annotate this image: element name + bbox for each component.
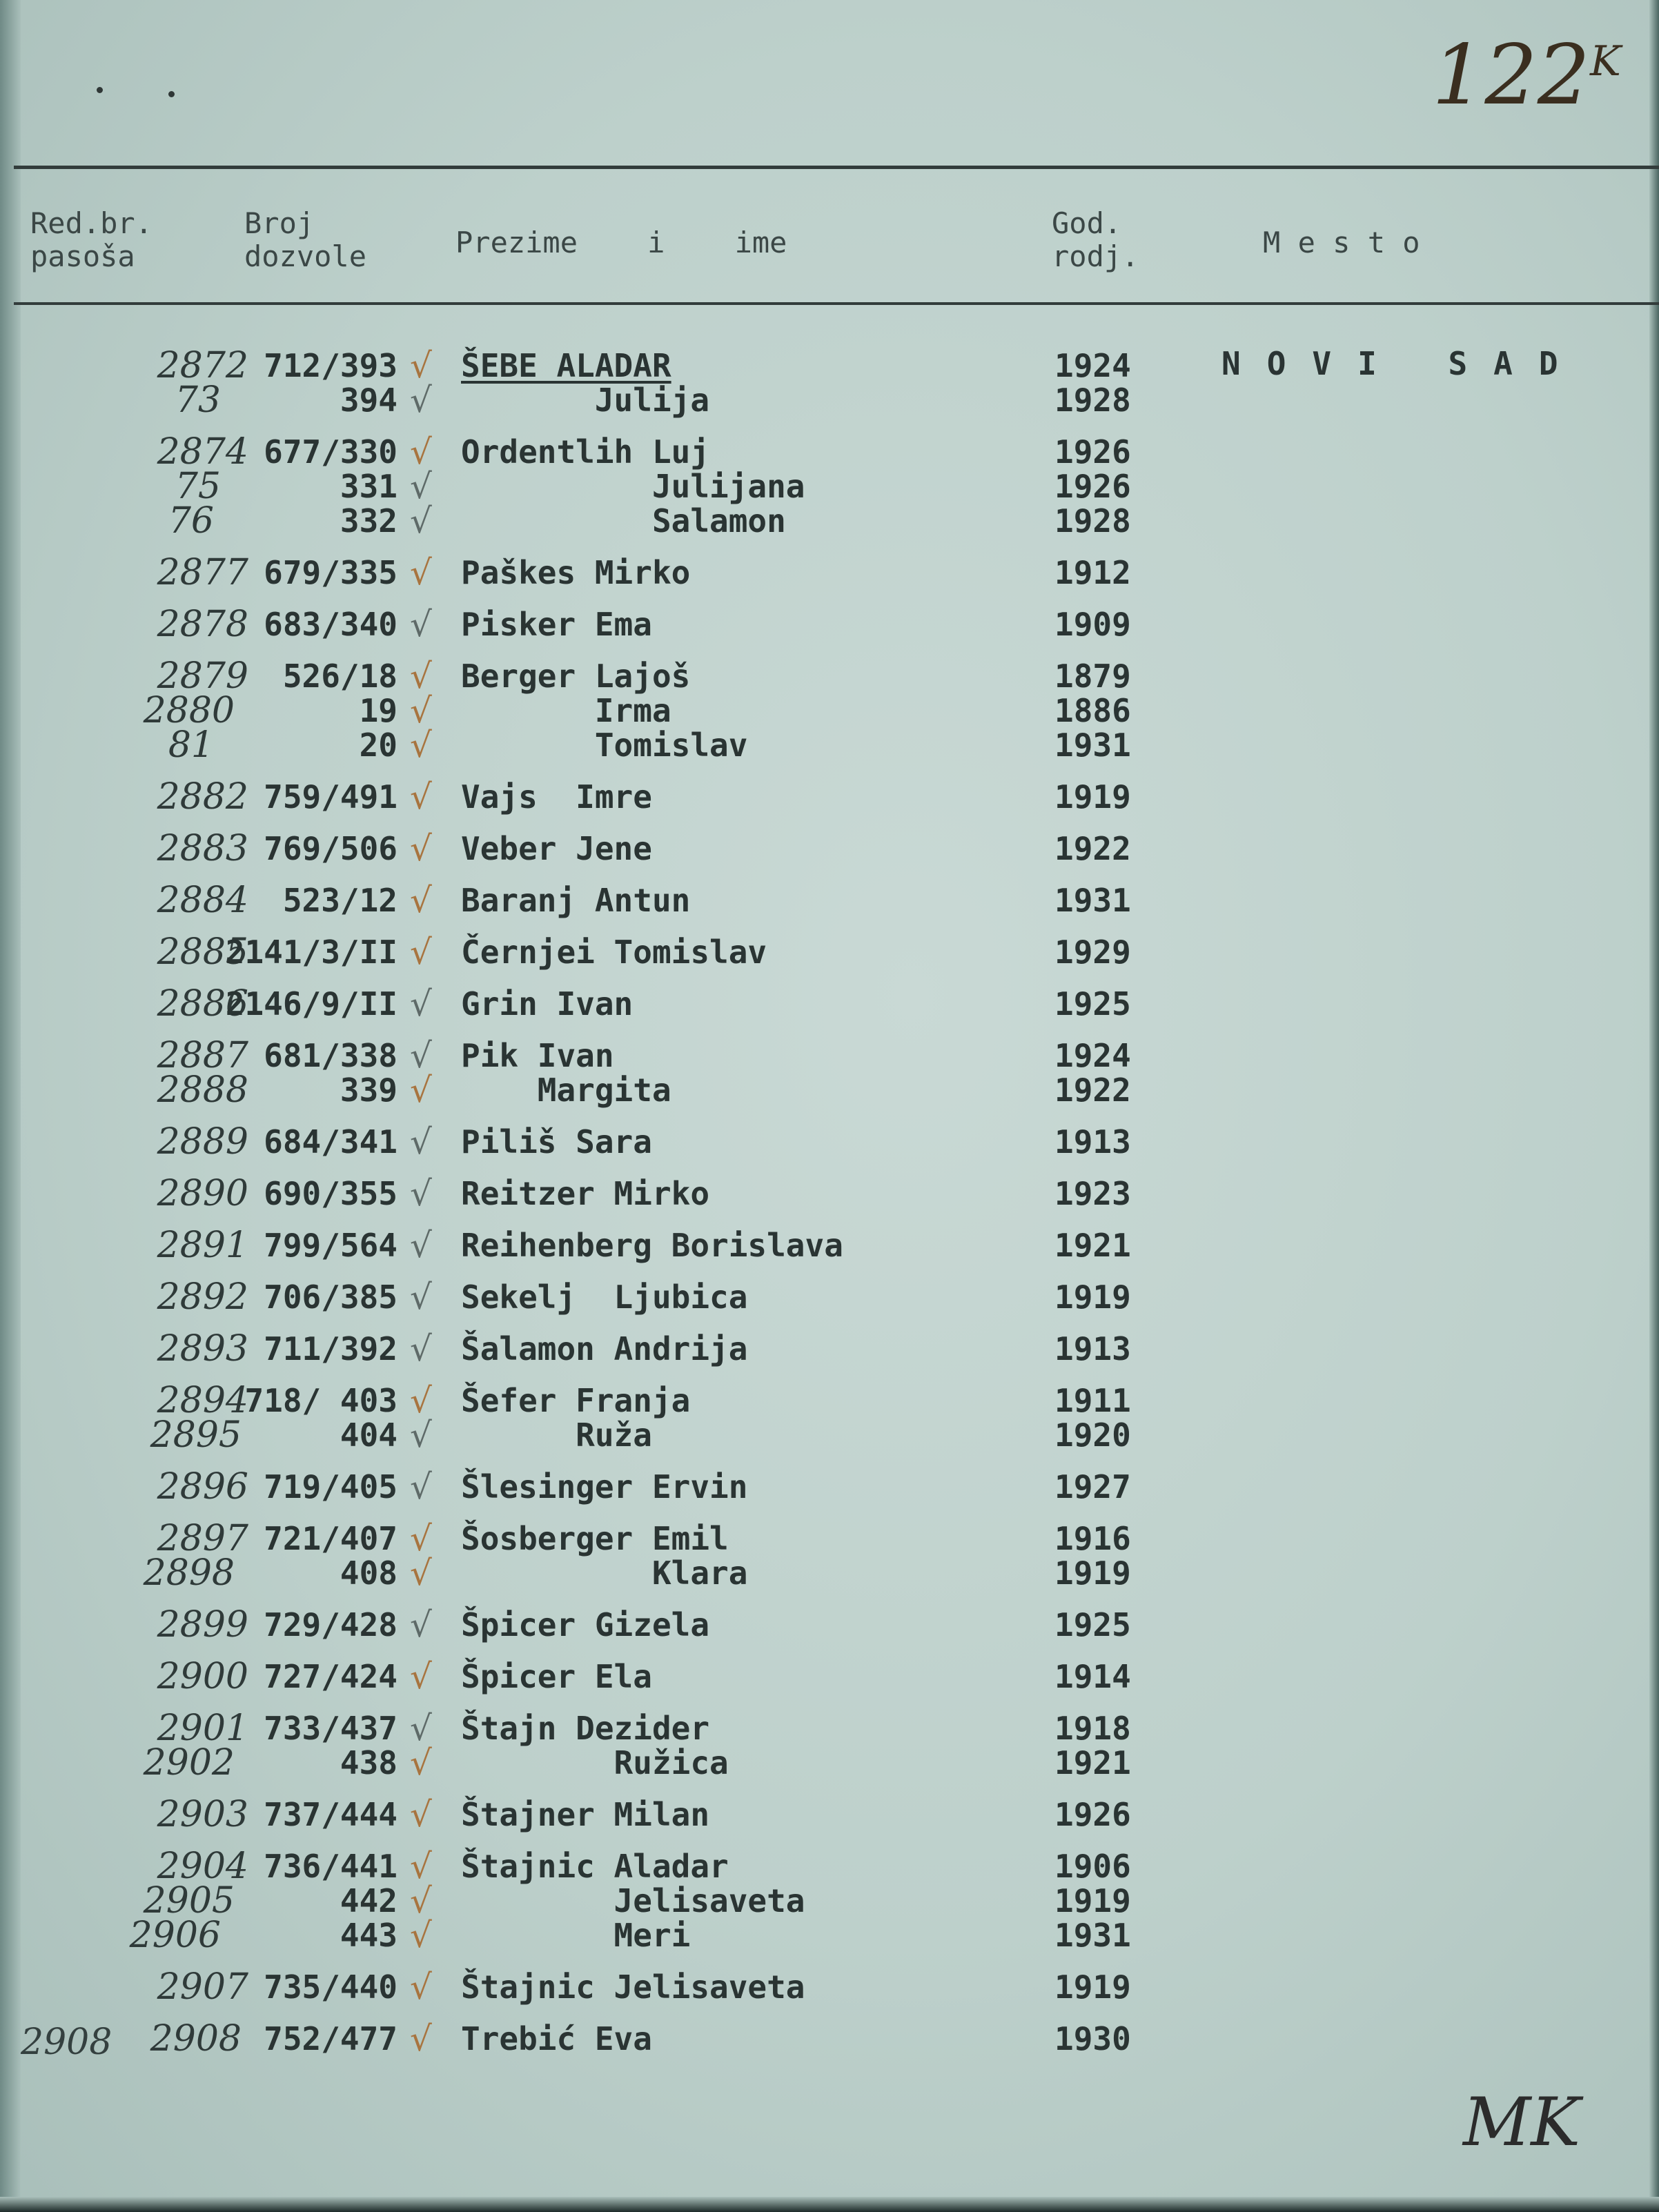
permit-number: 438 [340, 1744, 397, 1781]
person-name: Štajner Milan [461, 1796, 710, 1833]
permit-number: 339 [340, 1072, 397, 1109]
table-row [0, 1276, 1659, 1318]
check-mark-icon: √ [410, 604, 432, 644]
check-mark-icon: √ [410, 380, 432, 420]
person-name: Reitzer Mirko [461, 1175, 710, 1212]
check-mark-icon: √ [410, 1553, 432, 1593]
table-row [0, 690, 1659, 731]
person-name: Trebić Eva [461, 2020, 652, 2057]
birth-year: 1919 [1054, 1554, 1131, 1592]
permit-number: 719/405 [264, 1468, 397, 1505]
person-name: Meri [461, 1917, 691, 1954]
header-birth-year: God. rodj. [1052, 206, 1139, 273]
passport-number-handwritten: 2882 [157, 776, 248, 818]
permit-number: 727/424 [264, 1658, 397, 1695]
passport-number-handwritten: 2904 [157, 1846, 248, 1887]
check-mark-icon: √ [410, 346, 432, 386]
passport-number-handwritten: 2879 [157, 655, 248, 697]
person-name: ŠEBE ALADAR [461, 347, 671, 384]
birth-year: 1906 [1054, 1848, 1131, 1885]
table-row [0, 880, 1659, 921]
check-mark-icon: √ [410, 1846, 432, 1886]
birth-year: 1913 [1054, 1123, 1131, 1161]
table-row [0, 1604, 1659, 1646]
table-row [0, 1794, 1659, 1835]
permit-number: 683/340 [264, 606, 397, 643]
person-name: Šosberger Emil [461, 1520, 729, 1557]
permit-number: 737/444 [264, 1796, 397, 1833]
permit-number: 442 [340, 1882, 397, 1919]
permit-number: 404 [340, 1416, 397, 1454]
table-row [0, 552, 1659, 593]
table-row [0, 931, 1659, 973]
check-mark-icon: √ [410, 1915, 432, 1955]
birth-year: 1925 [1054, 1606, 1131, 1643]
person-name: Štajn Dezider [461, 1710, 710, 1747]
check-mark-icon: √ [410, 1225, 432, 1265]
birth-year: 1923 [1054, 1175, 1131, 1212]
permit-number: 799/564 [264, 1227, 397, 1264]
table-row [0, 1328, 1659, 1370]
birth-year: 1919 [1054, 778, 1131, 816]
permit-number: 690/355 [264, 1175, 397, 1212]
person-name: Pisker Ema [461, 606, 652, 643]
passport-number-handwritten: 2892 [157, 1276, 248, 1318]
birth-year: 1886 [1054, 692, 1131, 729]
permit-number: 684/341 [264, 1123, 397, 1161]
margin-note: 2908 [21, 2022, 112, 2063]
permit-number: 769/506 [264, 830, 397, 867]
check-mark-icon: √ [410, 829, 432, 869]
permit-number: 718/ 403 [244, 1382, 397, 1419]
permit-number: 20 [359, 727, 397, 764]
table-row [0, 1708, 1659, 1749]
passport-number-handwritten: 2883 [157, 828, 248, 869]
permit-number: 677/330 [264, 433, 397, 471]
passport-number-handwritten: 2906 [129, 1915, 221, 1956]
permit-number: 2141/3/II [225, 934, 397, 971]
permit-number: 721/407 [264, 1520, 397, 1557]
person-name: Štajnic Aladar [461, 1848, 729, 1885]
person-name: Ruža [461, 1416, 652, 1454]
check-mark-icon: √ [410, 1174, 432, 1214]
check-mark-icon: √ [410, 1743, 432, 1783]
table-row [0, 1966, 1659, 2008]
check-mark-icon: √ [410, 1967, 432, 2007]
person-name: Piliš Sara [461, 1123, 652, 1161]
person-name: Margita [461, 1072, 671, 1109]
birth-year: 1919 [1054, 1882, 1131, 1919]
check-mark-icon: √ [410, 777, 432, 817]
paper-edge-bottom [0, 2197, 1659, 2212]
person-name: Černjei Tomislav [461, 934, 767, 971]
passport-number-handwritten: 2903 [157, 1794, 248, 1835]
birth-year: 1918 [1054, 1710, 1131, 1747]
table-row [0, 1035, 1659, 1076]
check-mark-icon: √ [410, 1415, 432, 1455]
person-name: Berger Lajoš [461, 658, 691, 695]
table-row [0, 1915, 1659, 1956]
check-mark-icon: √ [410, 1277, 432, 1317]
check-mark-icon: √ [410, 1657, 432, 1697]
person-name: Šalamon Andrija [461, 1330, 748, 1367]
birth-year: 1931 [1054, 882, 1131, 919]
birth-year: 1931 [1054, 1917, 1131, 1954]
person-name: Špicer Ela [461, 1658, 652, 1695]
permit-number: 526/18 [282, 658, 397, 695]
person-name: Klara [461, 1554, 748, 1592]
table-row [0, 983, 1659, 1025]
permit-number: 735/440 [264, 1968, 397, 2006]
birth-year: 1914 [1054, 1658, 1131, 1695]
check-mark-icon: √ [410, 432, 432, 472]
person-name: Jelisaveta [461, 1882, 805, 1919]
table-row [0, 1846, 1659, 1887]
table-row [0, 724, 1659, 766]
table-row [0, 1466, 1659, 1508]
birth-year: 1920 [1054, 1416, 1131, 1454]
check-mark-icon: √ [410, 2019, 432, 2059]
initials-signature: MK [1463, 2084, 1581, 2161]
passport-number-handwritten: 2902 [143, 1742, 235, 1784]
table-row [0, 379, 1659, 421]
permit-number: 19 [359, 692, 397, 729]
passport-number-handwritten: 2887 [157, 1035, 248, 1076]
passport-number-handwritten: 2897 [157, 1518, 248, 1559]
check-mark-icon: √ [410, 1329, 432, 1369]
person-name: Ružica [461, 1744, 729, 1781]
birth-year: 1931 [1054, 727, 1131, 764]
person-name: Sekelj Ljubica [461, 1278, 748, 1316]
check-mark-icon: √ [410, 553, 432, 593]
birth-year: 1930 [1054, 2020, 1131, 2057]
permit-number: 394 [340, 382, 397, 419]
check-mark-icon: √ [410, 691, 432, 731]
check-mark-icon: √ [410, 1795, 432, 1835]
birth-year: 1922 [1054, 830, 1131, 867]
permit-number: 443 [340, 1917, 397, 1954]
passport-number-handwritten: 2872 [157, 345, 248, 386]
permit-number: 706/385 [264, 1278, 397, 1316]
person-name: Paškes Mirko [461, 554, 691, 591]
passport-number-handwritten: 75 [175, 466, 221, 507]
table-row [0, 1414, 1659, 1456]
birth-year: 1928 [1054, 502, 1131, 540]
permit-number: 332 [340, 502, 397, 540]
table-row [0, 1225, 1659, 1266]
birth-year: 1924 [1054, 1037, 1131, 1074]
person-name: Reihenberg Borislava [461, 1227, 843, 1264]
check-mark-icon: √ [410, 1122, 432, 1162]
passport-number-handwritten: 2899 [157, 1604, 248, 1646]
permit-number: 736/441 [264, 1848, 397, 1885]
place-value: NOVI SAD [1221, 345, 1584, 382]
birth-year: 1913 [1054, 1330, 1131, 1367]
passport-number-handwritten: 2890 [157, 1173, 248, 1214]
passport-number-handwritten: 2901 [157, 1708, 248, 1749]
passport-number-handwritten: 2888 [157, 1069, 248, 1111]
birth-year: 1879 [1054, 658, 1131, 695]
passport-number-handwritten: 2885 [157, 931, 248, 973]
table-row [0, 1880, 1659, 1922]
person-name: Pik Ivan [461, 1037, 614, 1074]
birth-year: 1921 [1054, 1744, 1131, 1781]
person-name: Šlesinger Ervin [461, 1468, 748, 1505]
table-row [0, 1173, 1659, 1214]
passport-number-handwritten: 76 [168, 500, 214, 542]
passport-number-handwritten: 2907 [157, 1966, 248, 2008]
person-name: Špicer Gizela [461, 1606, 710, 1643]
table-row [0, 345, 1659, 386]
header-top-rule [14, 166, 1659, 169]
table-row [0, 2018, 1659, 2060]
permit-number: 331 [340, 468, 397, 505]
birth-year: 1909 [1054, 606, 1131, 643]
person-name: Ordentlih Luj [461, 433, 710, 471]
check-mark-icon: √ [410, 932, 432, 972]
check-mark-icon: √ [410, 1036, 432, 1076]
table-row [0, 655, 1659, 697]
person-name: Šefer Franja [461, 1382, 691, 1419]
permit-number: 679/335 [264, 554, 397, 591]
punch-dot [97, 87, 103, 93]
passport-number-handwritten: 73 [175, 379, 221, 421]
permit-number: 711/392 [264, 1330, 397, 1367]
table-row [0, 828, 1659, 869]
header-permit-no: Broj dozvole [244, 206, 367, 273]
passport-number-handwritten: 2889 [157, 1121, 248, 1163]
header-bottom-rule [14, 302, 1659, 305]
table-row [0, 1518, 1659, 1559]
passport-number-handwritten: 2905 [143, 1880, 235, 1922]
permit-number: 712/393 [264, 347, 397, 384]
check-mark-icon: √ [410, 725, 432, 765]
person-name: Irma [461, 692, 671, 729]
passport-number-handwritten: 2884 [157, 880, 248, 921]
check-mark-icon: √ [410, 880, 432, 920]
birth-year: 1911 [1054, 1382, 1131, 1419]
passport-number-handwritten: 2894 [157, 1380, 248, 1421]
check-mark-icon: √ [410, 1519, 432, 1559]
table-row [0, 1069, 1659, 1111]
table-row [0, 1552, 1659, 1594]
passport-number-handwritten: 2874 [157, 431, 248, 473]
birth-year: 1926 [1054, 1796, 1131, 1833]
passport-number-handwritten: 2877 [157, 552, 248, 593]
permit-number: 523/12 [282, 882, 397, 919]
passport-number-handwritten: 2880 [143, 690, 235, 731]
passport-number-handwritten: 2896 [157, 1466, 248, 1508]
passport-number-handwritten: 2908 [150, 2018, 242, 2060]
punch-dot [168, 91, 175, 97]
person-name: Baranj Antun [461, 882, 691, 919]
table-row [0, 776, 1659, 818]
permit-number: 729/428 [264, 1606, 397, 1643]
passport-number-handwritten: 2900 [157, 1656, 248, 1697]
birth-year: 1921 [1054, 1227, 1131, 1264]
person-name: Tomislav [461, 727, 748, 764]
birth-year: 1926 [1054, 433, 1131, 471]
passport-number-handwritten: 81 [168, 724, 214, 766]
person-name: Štajnic Jelisaveta [461, 1968, 805, 2006]
check-mark-icon: √ [410, 1381, 432, 1421]
permit-number: 752/477 [264, 2020, 397, 2057]
birth-year: 1926 [1054, 468, 1131, 505]
permit-number: 408 [340, 1554, 397, 1592]
permit-number: 759/491 [264, 778, 397, 816]
header-name: Prezime i ime [455, 226, 787, 259]
birth-year: 1922 [1054, 1072, 1131, 1109]
table-row [0, 466, 1659, 507]
birth-year: 1928 [1054, 382, 1131, 419]
person-name: Julija [461, 382, 710, 419]
birth-year: 1929 [1054, 934, 1131, 971]
page-mark: $122^K$ [1432, 28, 1621, 124]
passport-number-handwritten: 2886 [157, 983, 248, 1025]
birth-year: 1919 [1054, 1278, 1131, 1316]
person-name: Grin Ivan [461, 985, 634, 1023]
passport-number-handwritten: 2878 [157, 604, 248, 645]
birth-year: 1927 [1054, 1468, 1131, 1505]
check-mark-icon: √ [410, 466, 432, 506]
header-place: M e s t o [1263, 226, 1420, 259]
table-row [0, 1380, 1659, 1421]
check-mark-icon: √ [410, 1605, 432, 1645]
table-row [0, 1742, 1659, 1784]
table-row [0, 604, 1659, 645]
table-row [0, 431, 1659, 473]
passport-number-handwritten: 2895 [150, 1414, 242, 1456]
check-mark-icon: √ [410, 984, 432, 1024]
person-name: Julijana [461, 468, 805, 505]
header-passport-no: Red.br. pasoša [30, 206, 153, 273]
check-mark-icon: √ [410, 1708, 432, 1748]
table-row [0, 500, 1659, 542]
person-name: Veber Jene [461, 830, 652, 867]
table-row [0, 1121, 1659, 1163]
table-row [0, 1656, 1659, 1697]
check-mark-icon: √ [410, 1070, 432, 1110]
passport-number-handwritten: 2891 [157, 1225, 248, 1266]
check-mark-icon: √ [410, 501, 432, 541]
check-mark-icon: √ [410, 1881, 432, 1921]
birth-year: 1919 [1054, 1968, 1131, 2006]
passport-number-handwritten: 2893 [157, 1328, 248, 1370]
permit-number: 681/338 [264, 1037, 397, 1074]
birth-year: 1912 [1054, 554, 1131, 591]
passport-number-handwritten: 2898 [143, 1552, 235, 1594]
birth-year: 1916 [1054, 1520, 1131, 1557]
person-name: Salamon [461, 502, 786, 540]
permit-number: 2146/9/II [225, 985, 397, 1023]
check-mark-icon: √ [410, 656, 432, 696]
birth-year: 1924 [1054, 347, 1131, 384]
check-mark-icon: √ [410, 1467, 432, 1507]
person-name: Vajs Imre [461, 778, 652, 816]
permit-number: 733/437 [264, 1710, 397, 1747]
birth-year: 1925 [1054, 985, 1131, 1023]
